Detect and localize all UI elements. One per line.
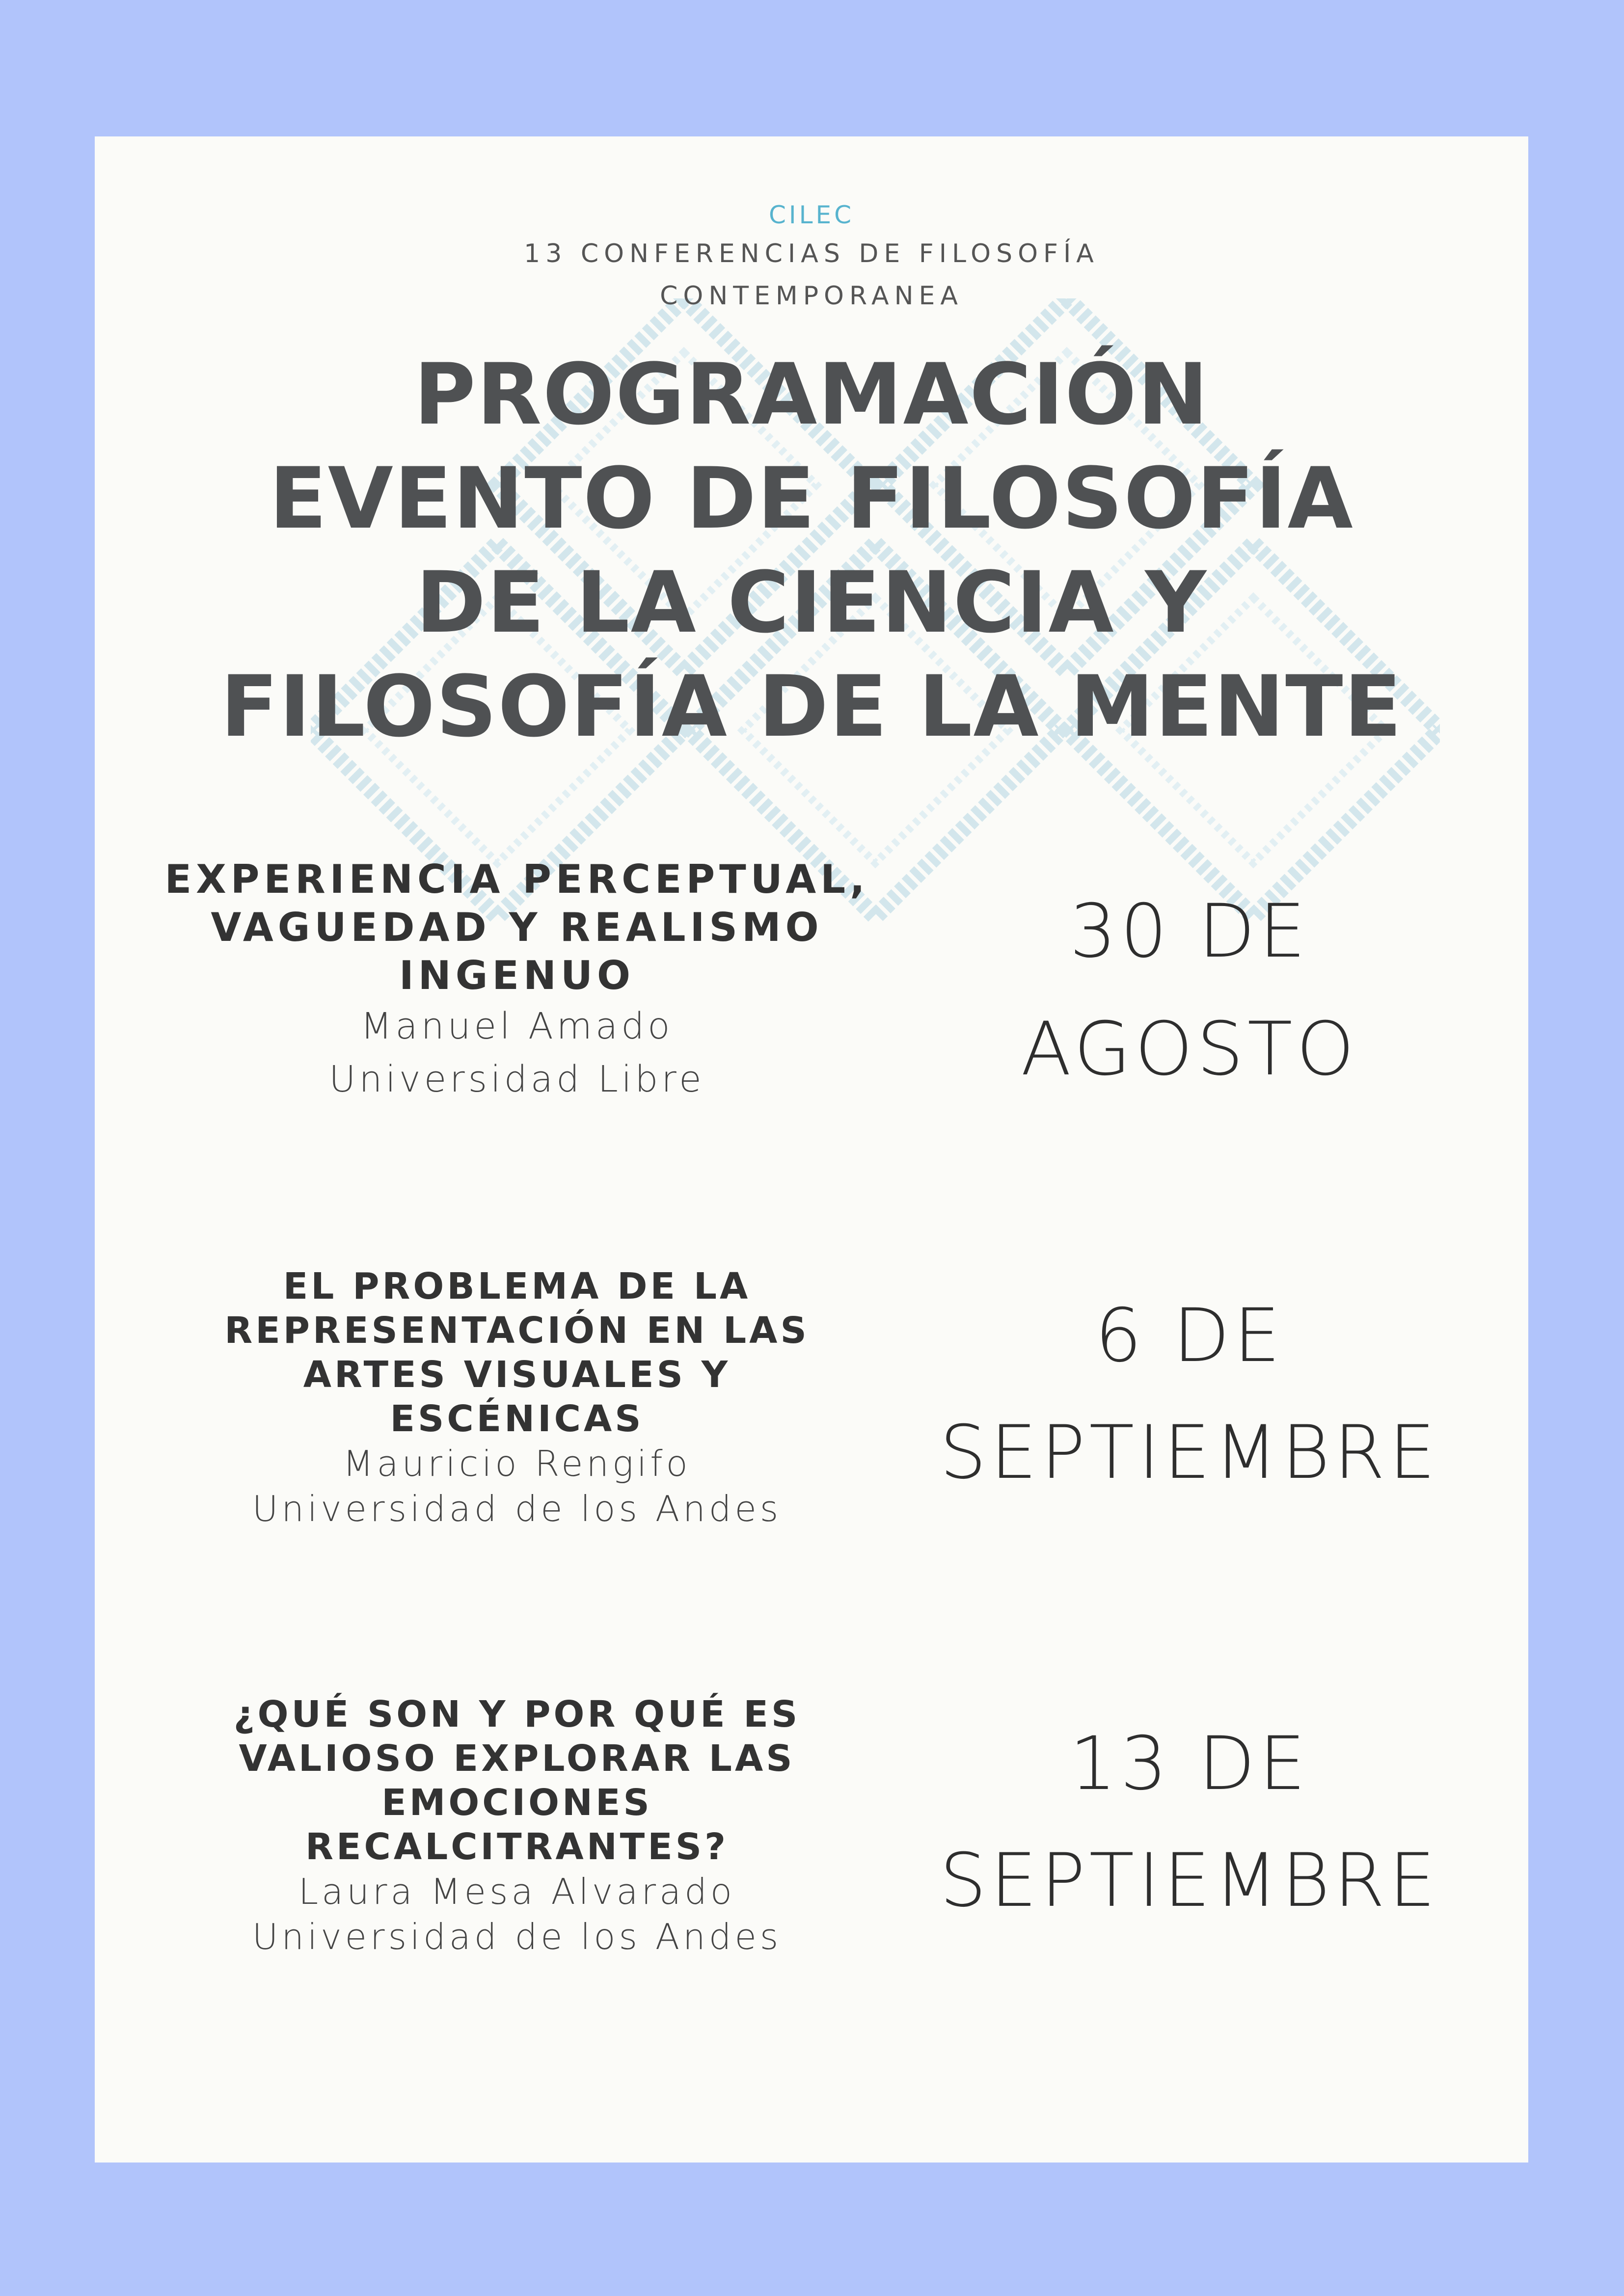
talk-date [890,873,1489,1108]
talk-title-line: EXPERIENCIA PERCEPTUAL, [164,856,869,902]
talk-title [149,1264,885,1441]
talk-title-line: EMOCIONES [381,1782,652,1824]
title-line: PROGRAMACIÓN [413,345,1210,444]
talk-title-line: EL PROBLEMA DE LA [283,1265,751,1308]
talk-title-line: ¿QUÉ SON Y POR QUÉ ES [233,1693,801,1735]
date-line: 6 DE [1095,1293,1284,1379]
date-line: SEPTIEMBRE [940,1838,1439,1923]
date-line: SEPTIEMBRE [940,1410,1439,1495]
talk-title-line: VALIOSO EXPLORAR LAS [239,1737,795,1780]
talk-entry [149,855,885,1106]
speaker-affiliation: Universidad de los Andes [252,1916,782,1957]
poster [95,136,1528,2163]
subtitle-line: CONTEMPORANEA [660,281,963,311]
talk-title-line: ARTES VISUALES Y [303,1354,731,1396]
talk-date [890,1706,1489,1939]
talk-title [149,1692,885,1869]
speaker-affiliation: Universidad de los Andes [252,1488,782,1529]
speaker-name: Laura Mesa Alvarado [298,1871,735,1912]
title-line: DE LA CIENCIA Y [415,553,1208,652]
title-line: EVENTO DE FILOSOFÍA [269,449,1354,548]
title-line: FILOSOFÍA DE LA MENTE [220,657,1403,756]
date-line: AGOSTO [1021,1007,1358,1092]
organization-label: CILEC [768,201,855,229]
speaker-name: Manuel Amado [360,1005,674,1047]
subtitle-line: 13 CONFERENCIAS DE FILOSOFÍA [524,239,1099,268]
talk-date [890,1278,1489,1511]
speaker-affiliation: Universidad Libre [329,1058,705,1100]
talk-entry [149,1264,885,1531]
speaker-name: Mauricio Rengifo [343,1443,691,1484]
page-title [95,343,1528,759]
talk-title-line: INGENUO [399,953,635,998]
talk-title-line: ESCÉNICAS [390,1398,644,1440]
talk-title [149,855,885,1000]
event-subtitle [95,233,1528,317]
talk-title-line: RECALCITRANTES? [305,1826,729,1868]
date-line: 13 DE [1069,1721,1310,1807]
talk-title-line: REPRESENTACIÓN EN LAS [224,1309,810,1352]
talk-title-line: VAGUEDAD Y REALISMO [211,905,823,950]
date-line: 30 DE [1069,889,1310,974]
talk-entry [149,1692,885,1959]
